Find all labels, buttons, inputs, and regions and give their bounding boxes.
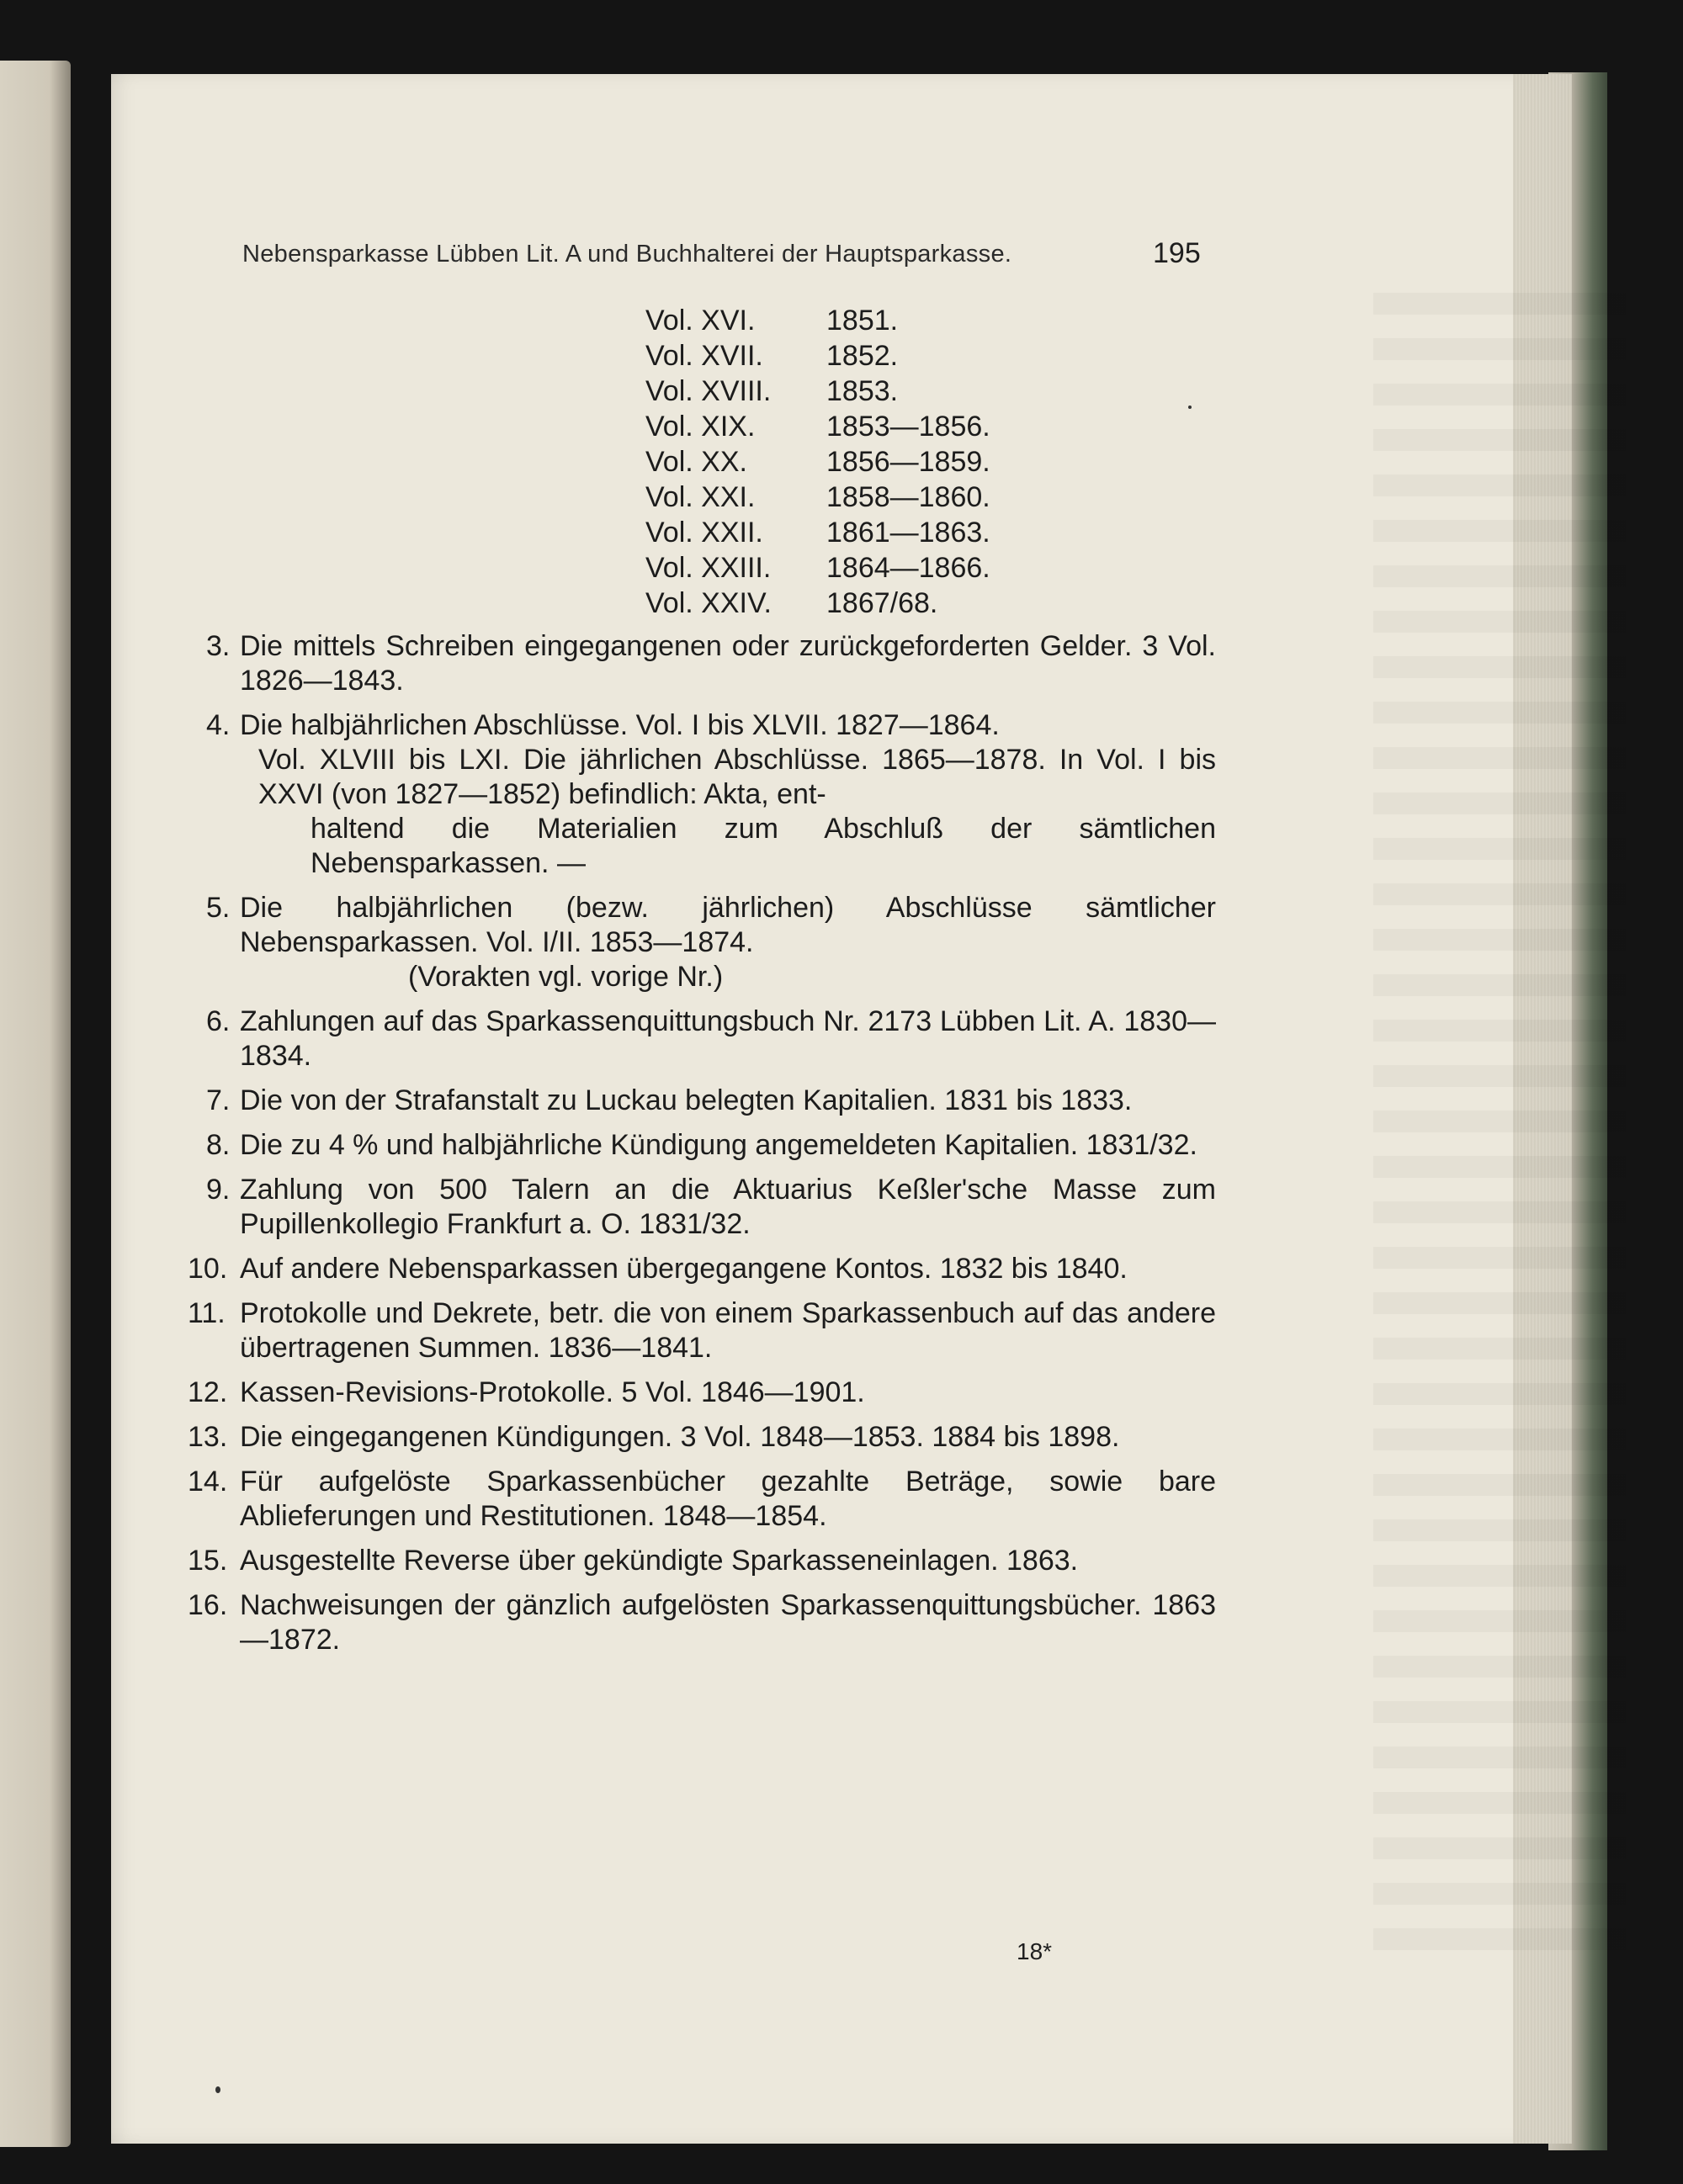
volume-label: Vol. XVI. xyxy=(645,304,756,337)
entry-text: Die halbjährlichen Abschlüsse. Vol. I bis XLVII. 1827—1864. xyxy=(240,709,1000,741)
entry-text: Die von der Strafanstalt zu Luckau belegten Kapitalien. 1831 bis 1833. xyxy=(240,1084,1133,1116)
paper-speck xyxy=(215,2086,220,2093)
entry-7 xyxy=(206,1084,1216,1118)
entry-8 xyxy=(206,1128,1216,1163)
entry-text: Für aufgelöste Sparkassenbücher gezahlte Beträge, sowie bare Ablieferungen und Restitutionen. 1848—1854. xyxy=(240,1466,1216,1532)
volume-row xyxy=(645,515,1216,550)
entry-number: 10. xyxy=(188,1253,228,1285)
volume-years: 1853—1856. xyxy=(826,410,990,443)
entry-13 xyxy=(188,1420,1216,1455)
running-head: Nebensparkasse Lübben Lit. A und Buchhalterei der Hauptsparkasse. xyxy=(242,241,1012,268)
entry-detail: Vol. XLVIII bis LXI. Die jährlichen Abschlüsse. 1865—1878. In Vol. I bis XXVI (von 1827—1852) befindlich: Akta, ent- xyxy=(258,744,1216,810)
entry-number: 12. xyxy=(188,1376,228,1408)
entry-text: Kassen-Revisions-Protokolle. 5 Vol. 1846—1901. xyxy=(240,1376,865,1408)
entry-number: 11. xyxy=(188,1297,226,1329)
page-content xyxy=(188,303,1216,1667)
volume-label: Vol. XX. xyxy=(645,445,747,478)
entry-6 xyxy=(206,1005,1216,1073)
entry-number: 7. xyxy=(206,1084,231,1116)
volume-row xyxy=(645,586,1216,621)
paper-speck xyxy=(1188,406,1192,409)
entry-number: 9. xyxy=(206,1174,231,1206)
volume-years: 1851. xyxy=(826,304,899,337)
entry-15 xyxy=(188,1544,1216,1578)
entry-text: Die mittels Schreiben eingegangenen oder zurückgeforderten Gelder. 3 Vol. 1826—1843. xyxy=(240,630,1216,697)
entry-9 xyxy=(206,1173,1216,1242)
volume-row xyxy=(645,374,1216,409)
entry-4 xyxy=(206,708,1216,881)
volume-label: Vol. XVIII. xyxy=(645,374,772,407)
entry-subnote: haltend die Materialien zum Abschluß der sämtlichen Nebensparkassen. — xyxy=(311,813,1216,879)
page-block-edges xyxy=(1513,74,1572,2144)
entry-text: Protokolle und Dekrete, betr. die von einem Sparkassenbuch auf das andere übertragenen Summen. 1836—1841. xyxy=(240,1297,1216,1364)
entry-10 xyxy=(188,1252,1216,1286)
volume-label: Vol. XIX. xyxy=(645,410,756,443)
entry-number: 6. xyxy=(206,1005,231,1037)
entry-14 xyxy=(188,1465,1216,1534)
volume-label: Vol. XXIII. xyxy=(645,551,772,584)
volume-label: Vol. XXI. xyxy=(645,480,756,513)
entry-text: Zahlungen auf das Sparkassenquittungsbuch Nr. 2173 Lübben Lit. A. 1830—1834. xyxy=(240,1005,1216,1072)
entry-text: Die halbjährlichen (bezw. jährlichen) Abschlüsse sämtlicher Nebensparkassen. Vol. I/II. 1853—1874. xyxy=(240,892,1216,958)
entry-number: 8. xyxy=(206,1129,231,1161)
entry-number: 4. xyxy=(206,709,231,741)
volume-list xyxy=(645,303,1216,621)
signature-mark: 18* xyxy=(1017,1938,1053,1964)
entry-text: Zahlung von 500 Talern an die Aktuarius Keßler'sche Masse zum Pupillenkollegio Frankfurt a. O. 1831/32. xyxy=(240,1174,1216,1240)
volume-years: 1861—1863. xyxy=(826,516,990,549)
entry-11 xyxy=(188,1296,1216,1365)
entry-text: Auf andere Nebensparkassen übergegangene Kontos. 1832 bis 1840. xyxy=(240,1253,1128,1285)
left-page-edge xyxy=(0,61,71,2147)
volume-label: Vol. XXIV. xyxy=(645,586,772,619)
entry-3 xyxy=(206,629,1216,698)
volume-years: 1864—1866. xyxy=(826,551,990,584)
volume-years: 1867/68. xyxy=(826,586,938,619)
volume-years: 1858—1860. xyxy=(826,480,990,513)
volume-years: 1852. xyxy=(826,339,899,372)
entry-number: 16. xyxy=(188,1589,228,1621)
entry-text: Die zu 4 % und halbjährliche Kündigung angemeldeten Kapitalien. 1831/32. xyxy=(240,1129,1197,1161)
entry-number: 14. xyxy=(188,1466,228,1498)
volume-label: Vol. XXII. xyxy=(645,516,763,549)
entry-text: Die eingegangenen Kündigungen. 3 Vol. 1848—1853. 1884 bis 1898. xyxy=(240,1421,1120,1453)
entry-cross-reference: (Vorakten vgl. vorige Nr.) xyxy=(408,961,724,993)
volume-row xyxy=(645,409,1216,444)
entry-text: Nachweisungen der gänzlich aufgelösten Sparkassenquittungsbücher. 1863—1872. xyxy=(240,1589,1216,1656)
volume-row xyxy=(645,303,1216,338)
entry-number: 3. xyxy=(206,630,231,662)
entry-number: 15. xyxy=(188,1545,228,1577)
entry-number: 13. xyxy=(188,1421,228,1453)
entry-text: Ausgestellte Reverse über gekündigte Sparkasseneinlagen. 1863. xyxy=(240,1545,1079,1577)
volume-years: 1853. xyxy=(826,374,899,407)
entry-12 xyxy=(188,1376,1216,1410)
volume-label: Vol. XVII. xyxy=(645,339,763,372)
volume-row xyxy=(645,444,1216,480)
entry-5 xyxy=(206,891,1216,994)
page-number: 195 xyxy=(1153,237,1201,269)
entry-16 xyxy=(188,1588,1216,1657)
volume-row xyxy=(645,550,1216,586)
volume-years: 1856—1859. xyxy=(826,445,990,478)
volume-row xyxy=(645,480,1216,515)
entry-number: 5. xyxy=(206,892,231,924)
volume-row xyxy=(645,338,1216,374)
